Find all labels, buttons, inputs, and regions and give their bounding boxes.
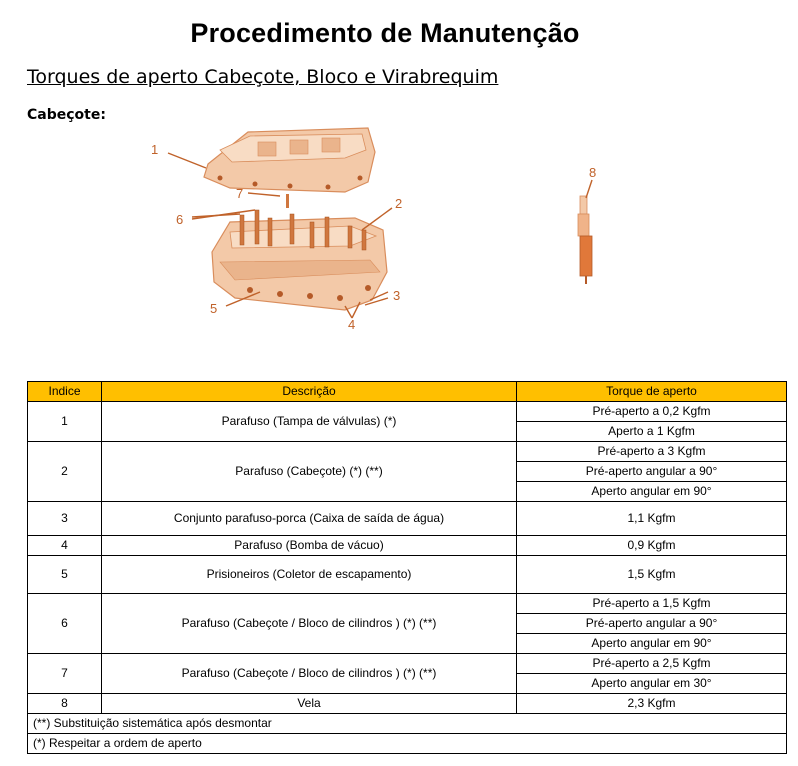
table-note: (**) Substituição sistemática após desmontar — [28, 714, 787, 734]
callout-4: 4 — [348, 317, 356, 332]
torque-table — [27, 381, 787, 754]
row-torque: 1,5 Kgfm — [517, 556, 787, 594]
cylinder-head-illustration — [212, 210, 387, 310]
table-row — [28, 536, 787, 556]
bolt-7-illustration — [286, 194, 289, 208]
spark-plug-illustration — [578, 196, 592, 284]
callout-3: 3 — [393, 288, 401, 303]
page-subtitle: Torques de aperto Cabeçote, Bloco e Virabrequim — [27, 66, 499, 88]
row-torque: Pré-aperto a 0,2 Kgfm — [517, 402, 787, 422]
row-torque: Pré-aperto angular a 90° — [517, 614, 787, 634]
table-header-row — [28, 382, 787, 402]
row-index: 1 — [28, 402, 102, 442]
row-torque: Aperto angular em 90° — [517, 634, 787, 654]
table-row — [28, 694, 787, 714]
row-torque: Aperto angular em 30° — [517, 674, 787, 694]
table-note: (*) Respeitar a ordem de aperto — [28, 734, 787, 754]
callout-2: 2 — [395, 196, 403, 211]
row-torque: 0,9 Kgfm — [517, 536, 787, 556]
row-description: Parafuso (Cabeçote / Bloco de cilindros ) (*) (**) — [102, 654, 517, 694]
callout-8: 8 — [589, 165, 597, 180]
row-torque: Pré-aperto a 2,5 Kgfm — [517, 654, 787, 674]
table-row — [28, 594, 787, 614]
row-description: Parafuso (Bomba de vácuo) — [102, 536, 517, 556]
row-description: Prisioneiros (Coletor de escapamento) — [102, 556, 517, 594]
header-torque: Torque de aperto — [517, 382, 787, 402]
table-row — [28, 654, 787, 674]
row-description: Conjunto parafuso-porca (Caixa de saída de água) — [102, 502, 517, 536]
row-description: Vela — [102, 694, 517, 714]
callout-7: 7 — [236, 186, 244, 201]
header-description: Descrição — [102, 382, 517, 402]
row-index: 8 — [28, 694, 102, 714]
callout-6: 6 — [176, 212, 184, 227]
callout-5: 5 — [210, 301, 218, 316]
row-description: Parafuso (Cabeçote / Bloco de cilindros ) (*) (**) — [102, 594, 517, 654]
row-torque: Aperto a 1 Kgfm — [517, 422, 787, 442]
table-row — [28, 442, 787, 462]
row-torque: Pré-aperto a 3 Kgfm — [517, 442, 787, 462]
table-note-row — [28, 734, 787, 754]
row-description: Parafuso (Cabeçote) (*) (**) — [102, 442, 517, 502]
cylinder-head-diagram — [140, 122, 640, 352]
table-row — [28, 502, 787, 536]
row-index: 6 — [28, 594, 102, 654]
row-index: 2 — [28, 442, 102, 502]
table-note-row — [28, 714, 787, 734]
header-index: Indice — [28, 382, 102, 402]
row-index: 7 — [28, 654, 102, 694]
table-row — [28, 402, 787, 422]
page-title: Procedimento de Manutenção — [190, 18, 580, 48]
row-index: 4 — [28, 536, 102, 556]
row-torque: Pré-aperto angular a 90° — [517, 462, 787, 482]
callout-1: 1 — [151, 142, 159, 157]
row-torque: 1,1 Kgfm — [517, 502, 787, 536]
row-torque: 2,3 Kgfm — [517, 694, 787, 714]
section-heading: Cabeçote: — [27, 107, 106, 123]
row-torque: Aperto angular em 90° — [517, 482, 787, 502]
row-index: 5 — [28, 556, 102, 594]
row-description: Parafuso (Tampa de válvulas) (*) — [102, 402, 517, 442]
row-index: 3 — [28, 502, 102, 536]
row-torque: Pré-aperto a 1,5 Kgfm — [517, 594, 787, 614]
table-row — [28, 556, 787, 594]
valve-cover-illustration — [204, 128, 375, 192]
